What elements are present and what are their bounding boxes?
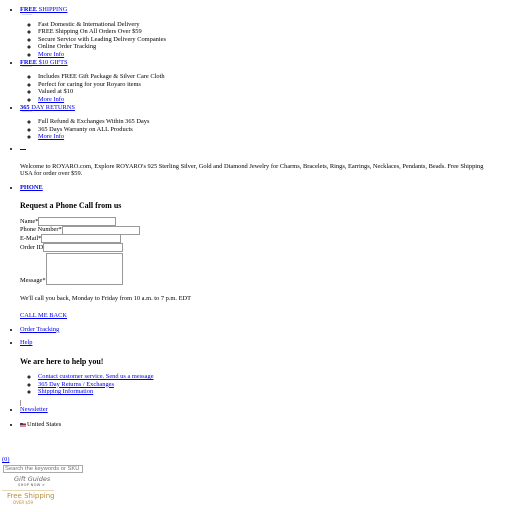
order-id-label: Order ID: [20, 243, 44, 251]
order-row: [20, 243, 510, 252]
name-row: [20, 217, 510, 226]
gift-guides-title: Gift Guides: [14, 475, 51, 483]
phone-request-heading: Request a Phone Call from us: [20, 201, 122, 211]
returns-section: [20, 104, 510, 141]
phone-row: [20, 226, 510, 235]
shipping-info-link[interactable]: Shipping Information: [38, 388, 94, 396]
gifts-list: [20, 73, 510, 103]
order-id-input[interactable]: [43, 243, 123, 252]
shipping-more-info-link[interactable]: More Info: [38, 50, 65, 58]
shipping-list: [20, 21, 510, 59]
order-tracking-item: [20, 326, 510, 340]
gift-guides-promo[interactable]: [14, 476, 50, 488]
phone-link[interactable]: PHONE: [20, 183, 43, 191]
us-flag-icon: [20, 423, 26, 427]
country-selector[interactable]: [20, 421, 61, 428]
search-input[interactable]: [3, 465, 83, 473]
list-item: [38, 51, 510, 59]
cart-count-link[interactable]: (0): [2, 456, 10, 463]
newsletter-link[interactable]: Newsletter: [20, 405, 48, 413]
free-shipping-title: Free Shipping: [7, 492, 55, 500]
free-shipping-promo[interactable]: [7, 492, 55, 505]
message-label: Message*: [20, 277, 46, 285]
returns-link[interactable]: 365 DAY RETURNS: [20, 103, 75, 111]
list-item: ◦ 365 Days Warranty on ALL Products: [38, 126, 510, 134]
free-shipping-link[interactable]: FREE SHIPPING: [20, 6, 68, 13]
country-item: [20, 421, 510, 429]
contact-service-link[interactable]: Contact customer service. Send us a message: [38, 373, 154, 381]
promo-divider: [2, 490, 54, 491]
email-label: E-Mail*: [20, 234, 42, 242]
gifts-more-info-link[interactable]: More Info: [38, 95, 65, 103]
welcome-section: [20, 141, 510, 178]
list-item: ◦ Valued at $10: [38, 88, 510, 96]
help-list: [20, 373, 510, 396]
welcome-toggle-link[interactable]: [20, 145, 26, 150]
divider: [22, 66, 32, 73]
list-item: ◦ Full Refund & Exchanges Within 365 Days: [38, 118, 510, 126]
site-bar: [2, 456, 202, 473]
list-item: [38, 373, 510, 381]
list-item: ◦ Online Order Tracking: [38, 43, 510, 51]
phone-label: Phone Number*: [20, 226, 62, 234]
help-section: [20, 339, 510, 405]
returns-more-info-link[interactable]: More Info: [38, 133, 65, 141]
divider: [22, 111, 32, 118]
returns-exchanges-link[interactable]: 365 Day Returns / Exchanges: [38, 380, 114, 388]
list-item: ◦ Secure Service with Leading Delivery Companies: [38, 36, 510, 44]
list-item: ◦ FREE Shipping On All Orders Over $59: [38, 28, 510, 36]
list-item: [38, 133, 510, 141]
order-tracking-link[interactable]: Order Tracking: [20, 325, 60, 333]
callback-note: We'll call you back, Monday to Friday from 10 a.m. to 7 p.m. EDT: [20, 294, 192, 302]
help-link[interactable]: Help: [20, 339, 33, 347]
list-item: [38, 381, 510, 389]
welcome-text: • Welcome to ROYARO.com, Explore ROYARO's 925 Sterling Silver, Gold and Diamond Jewelry for Charms, Bracelets, Rings, Earrings, Necklaces, Pendants, Beads. Free Shipping USA for order over $59.: [20, 162, 484, 178]
email-row: [20, 234, 510, 243]
list-item: ◦ Fast Domestic & International Delivery: [38, 21, 510, 29]
free-gifts-link[interactable]: FREE $10 GIFTS: [20, 58, 68, 66]
help-heading: We are here to help you!: [20, 357, 104, 367]
message-row: [20, 253, 510, 285]
shipping-section: [20, 6, 510, 59]
newsletter-item: [20, 406, 510, 422]
list-item: [38, 388, 510, 396]
list-item: [38, 96, 510, 104]
list-item: ◦ Perfect for caring for your Royaro items: [38, 81, 510, 89]
gifts-section: [20, 59, 510, 104]
message-textarea[interactable]: [46, 253, 123, 285]
name-label: Name*: [20, 217, 39, 225]
returns-list: [20, 118, 510, 141]
free-shipping-subtitle: OVER $59: [13, 500, 34, 505]
divider: [22, 14, 32, 21]
phone-section: [20, 184, 510, 326]
call-me-back-button[interactable]: CALL ME BACK: [20, 312, 67, 320]
header-utility-list: [0, 6, 510, 429]
list-item: ◦ Includes FREE Gift Package & Silver Care Cloth: [38, 73, 510, 81]
shop-now-link[interactable]: SHOP NOW >: [18, 483, 46, 487]
country-label: United States: [27, 421, 62, 429]
